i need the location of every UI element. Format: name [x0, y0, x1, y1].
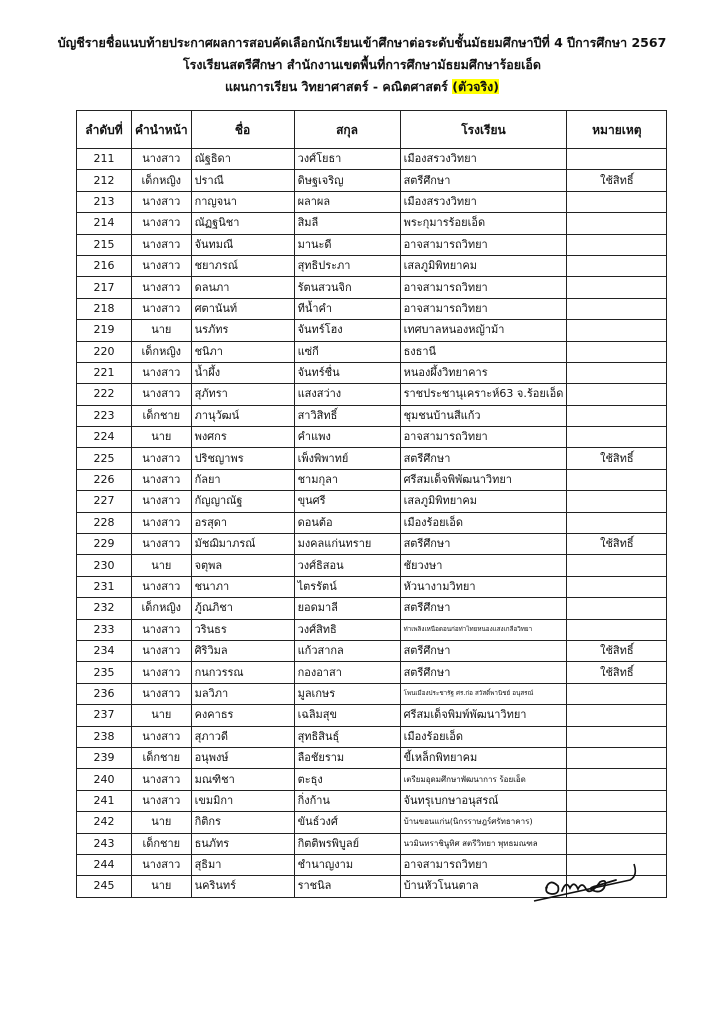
row-remark: [567, 726, 667, 747]
row-order: 218: [77, 298, 132, 319]
row-prefix: นางสาว: [132, 277, 192, 298]
row-remark: [567, 833, 667, 854]
row-firstname: คงคาธร: [191, 705, 294, 726]
row-prefix: นางสาว: [132, 213, 192, 234]
row-firstname: จันทมณี: [191, 234, 294, 255]
table-row: [77, 619, 667, 640]
row-prefix: นางสาว: [132, 191, 192, 212]
col-header-prefix: คำนำหน้า: [132, 111, 192, 149]
table-row: [77, 705, 667, 726]
row-remark: [567, 555, 667, 576]
row-prefix: นางสาว: [132, 362, 192, 383]
row-lastname: ดิษฐเจริญ: [294, 170, 400, 191]
row-order: 226: [77, 469, 132, 490]
row-prefix: เด็กชาย: [132, 405, 192, 426]
col-header-school: โรงเรียน: [400, 111, 567, 149]
row-firstname: กนกวรรณ: [191, 662, 294, 683]
status-highlight: (ตัวจริง): [452, 79, 499, 94]
row-remark: [567, 255, 667, 276]
row-prefix: นางสาว: [132, 512, 192, 533]
row-lastname: ไตรรัตน์: [294, 576, 400, 597]
row-order: 239: [77, 747, 132, 768]
row-school: ท่าเพลิงเหนือดอนก่อท่าไทยหนองแสงเกลือวิทยา: [400, 619, 567, 640]
row-remark: [567, 747, 667, 768]
row-school: อาจสามารถวิทยา: [400, 427, 567, 448]
row-remark: [567, 469, 667, 490]
row-order: 223: [77, 405, 132, 426]
row-prefix: เด็กชาย: [132, 833, 192, 854]
row-firstname: ปริชญาพร: [191, 448, 294, 469]
table-row: [77, 341, 667, 362]
row-lastname: มานะดี: [294, 234, 400, 255]
row-school: สตรีศึกษา: [400, 170, 567, 191]
row-school: สตรีศึกษา: [400, 662, 567, 683]
row-order: 228: [77, 512, 132, 533]
row-order: 225: [77, 448, 132, 469]
row-prefix: นาย: [132, 427, 192, 448]
table-row: [77, 277, 667, 298]
row-firstname: มณฑิชา: [191, 769, 294, 790]
table-row: [77, 234, 667, 255]
row-school: จันทรุเบกษาอนุสรณ์: [400, 790, 567, 811]
row-lastname: สุทธิประภา: [294, 255, 400, 276]
row-school: ราชประชานุเคราะห์63 จ.ร้อยเอ็ด: [400, 384, 567, 405]
row-firstname: สุภาวดี: [191, 726, 294, 747]
row-lastname: ขันธ์วงศ์: [294, 812, 400, 833]
signature: [530, 858, 650, 908]
row-remark: [567, 769, 667, 790]
header-school: โรงเรียนสตรีศึกษา สำนักงานเขตพื้นที่การศึกษามัธยมศึกษาร้อยเอ็ด: [182, 57, 542, 72]
row-lastname: เฉลิมสุข: [294, 705, 400, 726]
row-prefix: นางสาว: [132, 662, 192, 683]
row-lastname: มงคลแก่นทราย: [294, 534, 400, 555]
row-firstname: ศิริวิมล: [191, 640, 294, 661]
table-row: [77, 469, 667, 490]
row-school: ศรีสมเด็จพิพัฒนาวิทยา: [400, 469, 567, 490]
row-prefix: นาย: [132, 812, 192, 833]
row-order: 227: [77, 491, 132, 512]
row-prefix: เด็กหญิง: [132, 341, 192, 362]
row-lastname: กองอาสา: [294, 662, 400, 683]
row-school: หัวนางามวิทยา: [400, 576, 567, 597]
table-row: [77, 790, 667, 811]
row-remark: [567, 619, 667, 640]
row-lastname: ผลาผล: [294, 191, 400, 212]
row-order: 224: [77, 427, 132, 448]
table-row: [77, 726, 667, 747]
row-prefix: เด็กชาย: [132, 747, 192, 768]
row-firstname: กาญจนา: [191, 191, 294, 212]
row-lastname: ดอนต้อ: [294, 512, 400, 533]
row-lastname: แก้วสากล: [294, 640, 400, 661]
row-order: 214: [77, 213, 132, 234]
row-remark: [567, 191, 667, 212]
row-school: เมืองร้อยเอ็ด: [400, 512, 567, 533]
row-firstname: นครินทร์: [191, 876, 294, 897]
row-firstname: กัญญาณัฐ: [191, 491, 294, 512]
row-order: 216: [77, 255, 132, 276]
row-school: เมืองสรวงวิทยา: [400, 149, 567, 170]
row-lastname: จันทร์ชื่น: [294, 362, 400, 383]
row-order: 217: [77, 277, 132, 298]
col-header-lastname: สกุล: [294, 111, 400, 149]
row-firstname: ภู้ณภิชา: [191, 598, 294, 619]
row-prefix: เด็กหญิง: [132, 170, 192, 191]
row-order: 241: [77, 790, 132, 811]
row-remark: [567, 512, 667, 533]
table-row: [77, 191, 667, 212]
row-school: เสลภูมิพิทยาคม: [400, 255, 567, 276]
row-remark: ใช้สิทธิ์: [567, 448, 667, 469]
row-school: สตรีศึกษา: [400, 448, 567, 469]
row-lastname: ชำนาญงาม: [294, 854, 400, 875]
table-row: [77, 512, 667, 533]
row-school: อาจสามารถวิทยา: [400, 298, 567, 319]
table-row: [77, 427, 667, 448]
row-firstname: ณัฏฐนิชา: [191, 213, 294, 234]
table-row: [77, 448, 667, 469]
results-table: [76, 110, 667, 898]
col-header-order: ลำดับที่: [77, 111, 132, 149]
row-school: เมืองสรวงวิทยา: [400, 191, 567, 212]
row-lastname: ลือชัยราม: [294, 747, 400, 768]
row-lastname: ราชนิล: [294, 876, 400, 897]
row-firstname: อนุพงษ์: [191, 747, 294, 768]
row-school: บ้านหัวโนนตาล: [400, 876, 567, 897]
row-remark: [567, 298, 667, 319]
program-name: แผนการเรียน วิทยาศาสตร์ - คณิตศาสตร์: [225, 79, 448, 94]
table-row: [77, 833, 667, 854]
row-lastname: แสงสว่าง: [294, 384, 400, 405]
row-firstname: มลวิภา: [191, 683, 294, 704]
row-order: 234: [77, 640, 132, 661]
row-order: 220: [77, 341, 132, 362]
row-school: อาจสามารถวิทยา: [400, 854, 567, 875]
row-lastname: ขุนศรี: [294, 491, 400, 512]
row-prefix: นางสาว: [132, 384, 192, 405]
row-order: 222: [77, 384, 132, 405]
row-prefix: นางสาว: [132, 534, 192, 555]
row-remark: [567, 576, 667, 597]
row-school: อาจสามารถวิทยา: [400, 277, 567, 298]
row-remark: [567, 384, 667, 405]
row-school: นวมินทราชินูทิศ สตรีวิทยา พุทธมณฑล: [400, 833, 567, 854]
table-row: [77, 170, 667, 191]
row-prefix: นาย: [132, 555, 192, 576]
row-order: 240: [77, 769, 132, 790]
table-row: [77, 255, 667, 276]
row-order: 211: [77, 149, 132, 170]
row-lastname: ยอดมาลี: [294, 598, 400, 619]
row-prefix: นาย: [132, 705, 192, 726]
table-row: [77, 362, 667, 383]
row-remark: [567, 491, 667, 512]
row-lastname: ชามกุลา: [294, 469, 400, 490]
row-prefix: นางสาว: [132, 619, 192, 640]
row-remark: ใช้สิทธิ์: [567, 534, 667, 555]
row-firstname: มัชฌิมาภรณ์: [191, 534, 294, 555]
table-body: [77, 149, 667, 898]
row-prefix: นางสาว: [132, 854, 192, 875]
row-firstname: น้ำผึ้ง: [191, 362, 294, 383]
row-firstname: ธนภัทร: [191, 833, 294, 854]
row-firstname: นรภัทร: [191, 320, 294, 341]
row-firstname: ชยาภรณ์: [191, 255, 294, 276]
col-header-firstname: ชื่อ: [191, 111, 294, 149]
row-order: 245: [77, 876, 132, 897]
row-order: 243: [77, 833, 132, 854]
row-lastname: สุทธิสินธุ์: [294, 726, 400, 747]
row-remark: [567, 812, 667, 833]
row-prefix: นาย: [132, 876, 192, 897]
row-order: 232: [77, 598, 132, 619]
table-row: [77, 534, 667, 555]
row-remark: ใช้สิทธิ์: [567, 662, 667, 683]
table-row: [77, 598, 667, 619]
row-order: 231: [77, 576, 132, 597]
row-school: ศรีสมเด็จพิมพ์พัฒนาวิทยา: [400, 705, 567, 726]
row-order: 236: [77, 683, 132, 704]
table-row: [77, 384, 667, 405]
row-firstname: สุภัทรา: [191, 384, 294, 405]
table-row: [77, 769, 667, 790]
row-school: โพนเมืองประชารัฐ ศร.ก่อ สวัสดิ์พานิชย์ อนุสรณ์: [400, 683, 567, 704]
row-lastname: มูลเกษร: [294, 683, 400, 704]
row-lastname: จันทร์โฮง: [294, 320, 400, 341]
row-remark: [567, 234, 667, 255]
row-lastname: วงศ์โยธา: [294, 149, 400, 170]
row-order: 233: [77, 619, 132, 640]
table-row: [77, 555, 667, 576]
row-school: เทศบาลหนองหญ้าม้า: [400, 320, 567, 341]
row-order: 215: [77, 234, 132, 255]
table-row: [77, 812, 667, 833]
row-school: สตรีศึกษา: [400, 598, 567, 619]
row-order: 221: [77, 362, 132, 383]
row-order: 219: [77, 320, 132, 341]
row-remark: [567, 320, 667, 341]
table-row: [77, 683, 667, 704]
header-program: [0, 76, 724, 98]
row-lastname: แซ่กี: [294, 341, 400, 362]
row-order: 229: [77, 534, 132, 555]
row-remark: [567, 213, 667, 234]
row-firstname: ชนาภา: [191, 576, 294, 597]
row-prefix: นางสาว: [132, 726, 192, 747]
row-remark: [567, 683, 667, 704]
row-school: ชัยวงษา: [400, 555, 567, 576]
row-firstname: พงศกร: [191, 427, 294, 448]
row-firstname: ณัฐธิดา: [191, 149, 294, 170]
row-school: ชุมชนบ้านสีแก้ว: [400, 405, 567, 426]
row-remark: [567, 149, 667, 170]
row-firstname: เขมมิกา: [191, 790, 294, 811]
row-prefix: เด็กหญิง: [132, 598, 192, 619]
row-firstname: ปราณี: [191, 170, 294, 191]
row-order: 244: [77, 854, 132, 875]
row-remark: [567, 405, 667, 426]
row-remark: [567, 277, 667, 298]
row-lastname: วงศ์ธิสอน: [294, 555, 400, 576]
row-remark: [567, 427, 667, 448]
row-prefix: นางสาว: [132, 255, 192, 276]
row-lastname: กิ่งก้าน: [294, 790, 400, 811]
row-school: เมืองร้อยเอ็ด: [400, 726, 567, 747]
table-row: [77, 405, 667, 426]
row-firstname: ชนิภา: [191, 341, 294, 362]
row-order: 235: [77, 662, 132, 683]
row-prefix: นางสาว: [132, 149, 192, 170]
row-prefix: นางสาว: [132, 790, 192, 811]
row-prefix: นางสาว: [132, 469, 192, 490]
row-school: สตรีศึกษา: [400, 640, 567, 661]
row-prefix: นางสาว: [132, 576, 192, 597]
row-lastname: เพ็งพิพาทย์: [294, 448, 400, 469]
row-prefix: นางสาว: [132, 448, 192, 469]
row-school: บ้านขอนแก่น(นิกรราษฎร์ศรัทธาคาร): [400, 812, 567, 833]
row-prefix: นางสาว: [132, 234, 192, 255]
document-header: [0, 32, 724, 98]
row-firstname: ดลนภา: [191, 277, 294, 298]
row-lastname: รัตนสวนจิก: [294, 277, 400, 298]
row-remark: [567, 341, 667, 362]
row-order: 238: [77, 726, 132, 747]
row-remark: [567, 705, 667, 726]
row-school: เสลภูมิพิทยาคม: [400, 491, 567, 512]
row-prefix: นางสาว: [132, 298, 192, 319]
row-remark: ใช้สิทธิ์: [567, 170, 667, 191]
table-row: [77, 320, 667, 341]
row-remark: [567, 362, 667, 383]
row-order: 237: [77, 705, 132, 726]
row-order: 213: [77, 191, 132, 212]
table-row: [77, 662, 667, 683]
row-lastname: กิตติพรพิบูลย์: [294, 833, 400, 854]
row-school: ขี้เหล็กพิทยาคม: [400, 747, 567, 768]
row-school: หนองผึ้งวิทยาคาร: [400, 362, 567, 383]
row-firstname: ภานุวัฒน์: [191, 405, 294, 426]
row-firstname: วรินธร: [191, 619, 294, 640]
row-prefix: นางสาว: [132, 769, 192, 790]
row-school: พระกุมารร้อยเอ็ด: [400, 213, 567, 234]
row-firstname: สุธิมา: [191, 854, 294, 875]
row-school: อาจสามารถวิทยา: [400, 234, 567, 255]
row-prefix: นางสาว: [132, 491, 192, 512]
row-lastname: สิมลี: [294, 213, 400, 234]
row-firstname: ศตานันท์: [191, 298, 294, 319]
row-lastname: วงศ์สิทธิ: [294, 619, 400, 640]
row-firstname: กัลยา: [191, 469, 294, 490]
row-remark: [567, 598, 667, 619]
row-school: ธงธานี: [400, 341, 567, 362]
row-school: เตรียมอุดมศึกษาพัฒนาการ ร้อยเอ็ด: [400, 769, 567, 790]
col-header-remark: หมายเหตุ: [567, 111, 667, 149]
table-row: [77, 213, 667, 234]
row-order: 212: [77, 170, 132, 191]
row-firstname: อรสุดา: [191, 512, 294, 533]
row-prefix: นาย: [132, 320, 192, 341]
table-row: [77, 491, 667, 512]
row-prefix: นางสาว: [132, 640, 192, 661]
row-order: 230: [77, 555, 132, 576]
row-remark: ใช้สิทธิ์: [567, 640, 667, 661]
row-lastname: สาวิสิทธิ์: [294, 405, 400, 426]
table-row: [77, 149, 667, 170]
header-title: บัญชีรายชื่อแนบท้ายประกาศผลการสอบคัดเลือกนักเรียนเข้าศึกษาต่อระดับชั้นมัธยมศึกษาปีที่ 4 ปีการศึกษา 2567: [57, 35, 667, 50]
row-firstname: กิติกร: [191, 812, 294, 833]
row-lastname: ตะธุง: [294, 769, 400, 790]
table-row: [77, 640, 667, 661]
table-row: [77, 576, 667, 597]
row-school: สตรีศึกษา: [400, 534, 567, 555]
row-order: 242: [77, 812, 132, 833]
table-row: [77, 747, 667, 768]
row-remark: [567, 790, 667, 811]
table-header-row: [77, 111, 667, 149]
row-prefix: นางสาว: [132, 683, 192, 704]
row-firstname: จตุพล: [191, 555, 294, 576]
row-lastname: ทีน้ำคำ: [294, 298, 400, 319]
row-lastname: คำแพง: [294, 427, 400, 448]
table-row: [77, 298, 667, 319]
